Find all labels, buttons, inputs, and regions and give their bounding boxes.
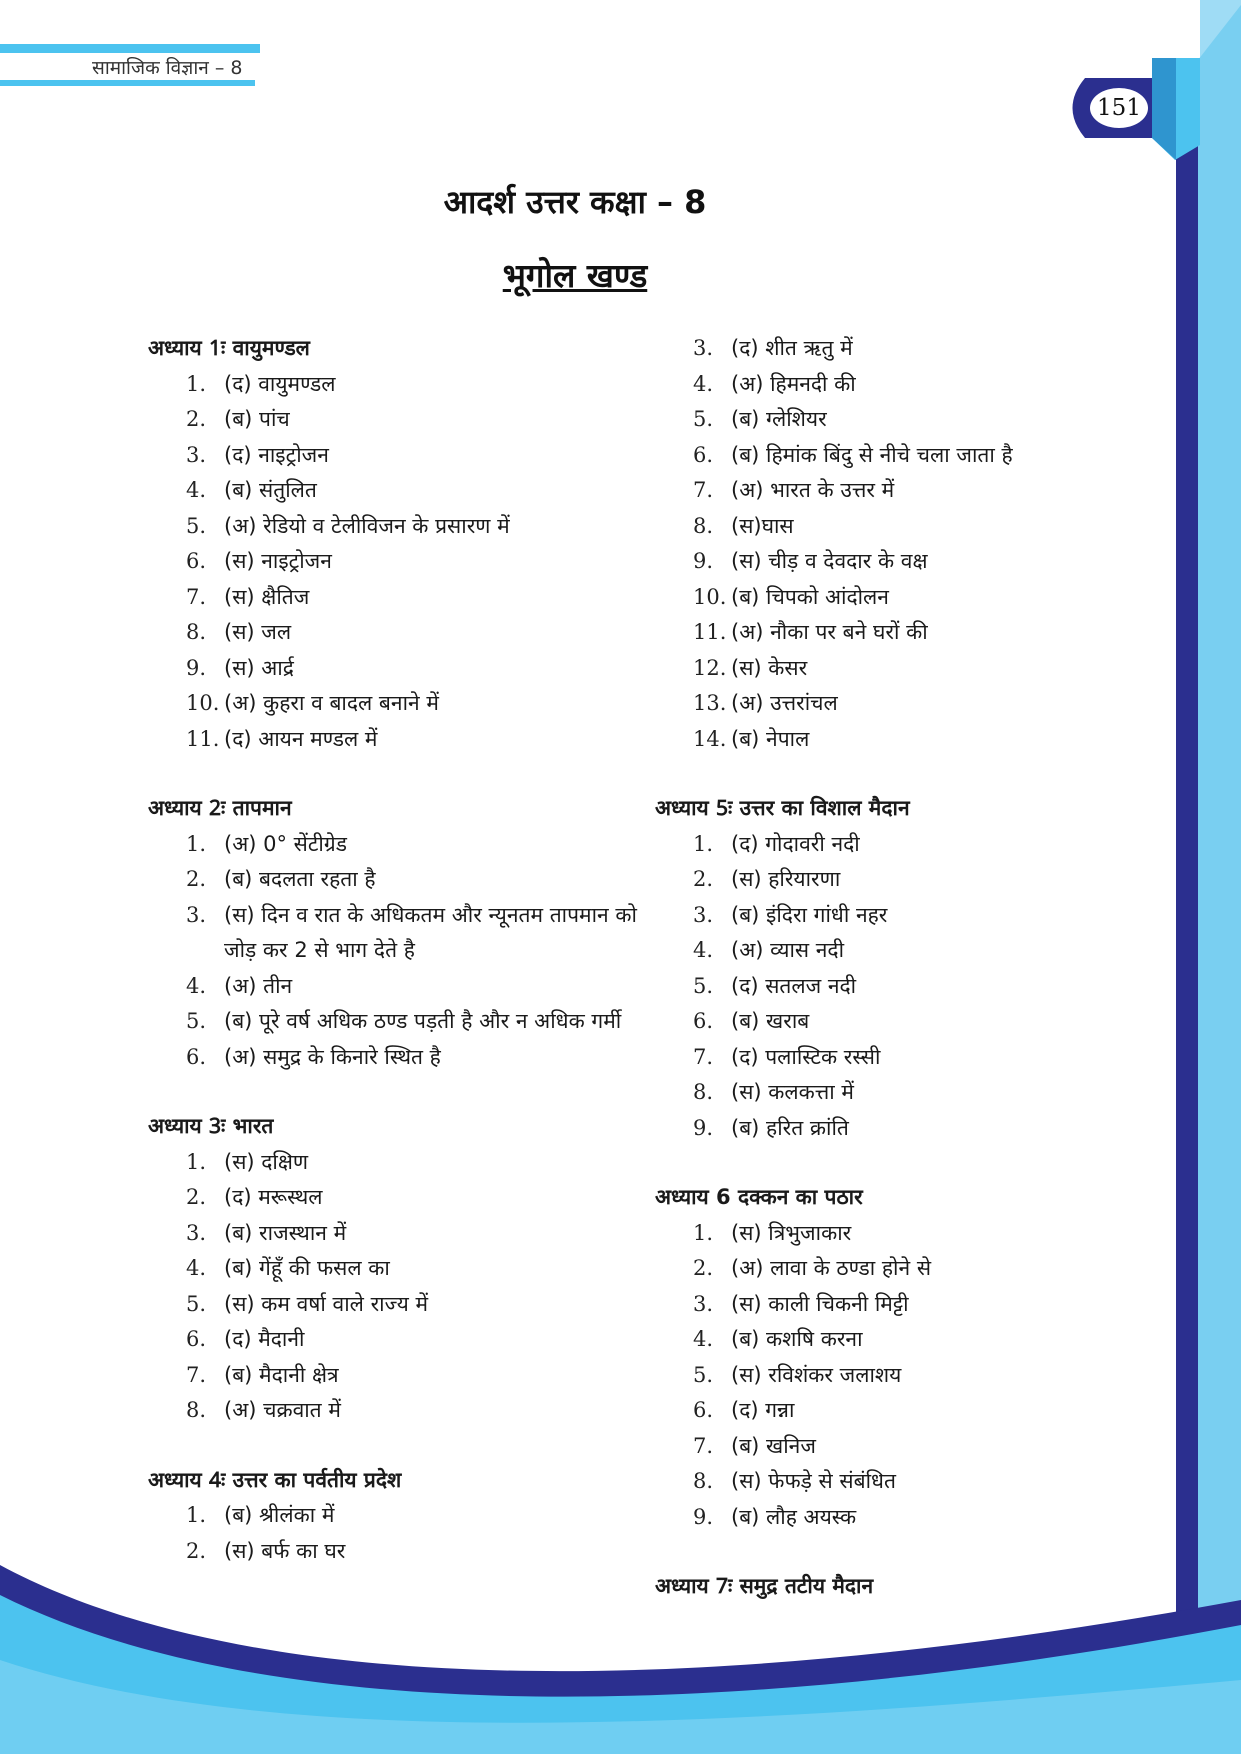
header-stripe-top xyxy=(0,44,260,53)
answer-text: (ब) श्रीलंका में xyxy=(224,1503,335,1527)
answer-text: (अ) 0° सेंटीग्रेड xyxy=(224,831,347,856)
answer-item xyxy=(693,1287,1105,1323)
answer-text: (स) त्रिभुजाकार xyxy=(731,1220,852,1245)
answer-item xyxy=(693,580,1105,616)
answer-number: 7. xyxy=(693,478,714,502)
chapter-title: अध्याय 4ः उत्तर का पर्वतीय प्रदेश xyxy=(148,1467,402,1492)
answer-item xyxy=(693,1075,1105,1111)
answer-number: 8. xyxy=(693,1469,714,1493)
answer-number: 9. xyxy=(693,549,714,573)
answer-number: 10. xyxy=(693,584,727,609)
answer-item xyxy=(186,438,668,474)
answer-number: 7. xyxy=(693,1433,714,1458)
answer-item xyxy=(693,615,1105,651)
left-column xyxy=(148,331,668,1603)
answer-number: 3. xyxy=(186,442,207,467)
answer-number: 1. xyxy=(186,371,207,396)
chapter-title: अध्याय 3ः भारत xyxy=(148,1114,274,1138)
answer-text: (ब) ग्लेशियर xyxy=(731,407,827,431)
chapter-7 xyxy=(655,1569,1105,1605)
answer-text: (स) दिन व रात के अधिकतम और न्यूनतम तापमान को जोड़ कर 2 से भाग देते है xyxy=(224,902,637,962)
answer-item xyxy=(186,969,668,1005)
answer-text: (ब) खराब xyxy=(731,1009,810,1033)
answer-item xyxy=(693,1393,1105,1429)
answer-text: (ब) खनिज xyxy=(731,1433,816,1458)
answer-text: (ब) लौह अयस्क xyxy=(731,1504,857,1529)
answer-number: 2. xyxy=(693,1256,714,1280)
answer-number: 11. xyxy=(693,620,727,644)
answer-number: 3. xyxy=(693,902,714,927)
answer-number: 6. xyxy=(186,1327,207,1351)
answer-text: (द) मरूस्थल xyxy=(224,1185,323,1209)
answer-text: (स) केसर xyxy=(731,655,808,680)
answer-item xyxy=(186,1040,668,1076)
answer-item xyxy=(186,722,668,758)
answer-number: 2. xyxy=(693,867,714,891)
answer-text: (अ) चक्रवात में xyxy=(224,1398,341,1422)
answer-item xyxy=(693,651,1105,687)
answer-list xyxy=(148,827,668,1076)
answer-text: (अ) उत्तरांचल xyxy=(731,691,838,715)
page-number: 151 xyxy=(1090,88,1148,128)
answer-number: 8. xyxy=(186,620,207,644)
answer-text: (स) चीड़ व देवदार के वक्ष xyxy=(731,549,928,573)
right-band-mid xyxy=(1198,5,1241,1610)
answer-text: (स) बर्फ का घर xyxy=(224,1538,346,1563)
answer-text: (ब) हिमांक बिंदु से नीचे चला जाता है xyxy=(731,442,1013,467)
answer-number: 9. xyxy=(693,1115,714,1140)
answer-number: 2. xyxy=(186,867,207,891)
answer-item xyxy=(186,1216,668,1252)
answer-number: 14. xyxy=(693,726,727,751)
answer-text: (स) नाइट्रोजन xyxy=(224,549,332,573)
answer-number: 1. xyxy=(186,1149,207,1174)
answer-text: (स) हरियारणा xyxy=(731,867,841,891)
answer-item xyxy=(186,1145,668,1181)
answer-item xyxy=(693,1358,1105,1394)
chapter-6 xyxy=(655,1180,1105,1535)
answer-number: 5. xyxy=(693,1362,714,1387)
answer-item xyxy=(186,1180,668,1216)
chapter-title: अध्याय 2ः तापमान xyxy=(148,796,292,820)
answer-number: 8. xyxy=(693,1080,714,1104)
answer-number: 3. xyxy=(693,336,714,360)
answer-list xyxy=(655,331,1105,757)
answer-item xyxy=(693,1500,1105,1536)
answer-text: (ब) बदलता रहता है xyxy=(224,867,376,891)
answer-number: 4. xyxy=(186,478,207,502)
answer-item xyxy=(693,402,1105,438)
answer-item xyxy=(693,1322,1105,1358)
answer-text: (अ) हिमनदी की xyxy=(731,371,856,396)
answer-number: 1. xyxy=(186,831,207,856)
answer-number: 2. xyxy=(186,1538,207,1563)
answer-item xyxy=(693,331,1105,367)
answer-text: (द) सतलज नदी xyxy=(731,973,857,998)
answer-item xyxy=(186,580,668,616)
answer-number: 6. xyxy=(693,1398,714,1422)
answer-number: 8. xyxy=(693,513,714,538)
answer-number: 1. xyxy=(693,1220,714,1245)
answer-text: (ब) चिपको आंदोलन xyxy=(731,584,889,609)
answer-text: (ब) इंदिरा गांधी नहर xyxy=(731,902,888,927)
answer-number: 12. xyxy=(693,655,727,680)
answer-item xyxy=(186,1393,668,1429)
answer-text: (अ) व्यास नदी xyxy=(731,938,845,962)
answer-text: (द) शीत ऋतु में xyxy=(731,336,853,360)
answer-item xyxy=(186,1358,668,1394)
answer-item xyxy=(186,651,668,687)
answer-number: 10. xyxy=(186,691,220,715)
answer-item xyxy=(186,862,668,898)
chapter-title: अध्याय 5ः उत्तर का विशाल मैदान xyxy=(655,796,910,820)
answer-item xyxy=(186,1534,668,1570)
answer-item xyxy=(186,898,668,969)
answer-item xyxy=(186,402,668,438)
answer-number: 11. xyxy=(186,726,220,751)
answer-text: (स) दक्षिण xyxy=(224,1149,309,1174)
answer-number: 3. xyxy=(186,1220,207,1245)
answer-number: 6. xyxy=(693,442,714,467)
answer-text: (द) आयन मण्डल में xyxy=(224,726,378,751)
answer-number: 2. xyxy=(186,1185,207,1209)
chapter-4 xyxy=(148,1463,668,1570)
answer-item xyxy=(186,827,668,863)
answer-item xyxy=(186,1251,668,1287)
answer-item xyxy=(693,1111,1105,1147)
answer-item xyxy=(693,1251,1105,1287)
answer-text: (ब) पूरे वर्ष अधिक ठण्ड पड़ती है और न अधिक गर्मी xyxy=(224,1009,622,1033)
answer-text: (ब) राजस्थान में xyxy=(224,1220,347,1245)
answer-number: 3. xyxy=(186,902,207,927)
chapter-5 xyxy=(655,791,1105,1146)
answer-item xyxy=(186,473,668,509)
answer-number: 9. xyxy=(186,655,207,680)
answer-text: (अ) रेडियो व टेलीविजन के प्रसारण में xyxy=(224,513,510,538)
answer-text: (अ) तीन xyxy=(224,973,293,998)
page-tab-fold-shadow xyxy=(1152,58,1176,160)
answer-text: (स) कम वर्षा वाले राज्य में xyxy=(224,1291,429,1316)
answer-item xyxy=(693,827,1105,863)
right-column xyxy=(655,331,1105,1639)
answer-item xyxy=(186,367,668,403)
answer-number: 7. xyxy=(693,1044,714,1069)
answer-item xyxy=(693,1429,1105,1465)
answer-number: 4. xyxy=(186,973,207,998)
answer-text: (स) कलकत्ता में xyxy=(731,1080,854,1104)
answer-item xyxy=(693,933,1105,969)
answer-item xyxy=(693,438,1105,474)
chapter-title: अध्याय 1ः वायुमण्डल xyxy=(148,336,310,360)
answer-text: (द) गन्ना xyxy=(731,1398,795,1422)
answer-item xyxy=(693,898,1105,934)
answer-item xyxy=(186,686,668,722)
answer-number: 1. xyxy=(186,1503,207,1527)
answer-item xyxy=(186,1004,668,1040)
answer-item xyxy=(693,1216,1105,1252)
chapter-2 xyxy=(148,791,668,1075)
answer-text: (द) गोदावरी नदी xyxy=(731,831,860,856)
answer-number: 6. xyxy=(693,1009,714,1033)
answer-list xyxy=(148,1145,668,1429)
answer-item xyxy=(693,969,1105,1005)
chapter-1 xyxy=(148,331,668,757)
answer-text: (स)घास xyxy=(731,513,794,538)
answer-number: 4. xyxy=(693,938,714,962)
answer-text: (द) वायुमण्डल xyxy=(224,371,336,396)
answer-number: 5. xyxy=(693,407,714,431)
answer-text: (ब) गेंहूँ की फसल का xyxy=(224,1256,390,1280)
answer-number: 3. xyxy=(693,1291,714,1316)
right-band-dark xyxy=(1176,58,1198,1613)
answer-text: (ब) हरित क्रांति xyxy=(731,1115,849,1140)
answer-text: (अ) नौका पर बने घरों की xyxy=(731,620,928,644)
answer-text: (स) रविशंकर जलाशय xyxy=(731,1362,902,1387)
answer-item xyxy=(693,509,1105,545)
answer-number: 4. xyxy=(186,1256,207,1280)
answer-item xyxy=(186,544,668,580)
answer-item xyxy=(693,686,1105,722)
answer-number: 1. xyxy=(693,831,714,856)
answer-number: 13. xyxy=(693,691,727,715)
answer-list xyxy=(148,367,668,758)
answer-number: 6. xyxy=(186,1044,207,1069)
chapter-4-continued xyxy=(655,331,1105,757)
page-title: आदर्श उत्तर कक्षा – 8 xyxy=(443,183,707,221)
answer-item xyxy=(186,1322,668,1358)
answer-text: (द) मैदानी xyxy=(224,1327,305,1351)
running-header: सामाजिक विज्ञान – 8 xyxy=(92,57,243,79)
answer-text: (ब) पांच xyxy=(224,407,290,431)
answer-list xyxy=(655,1216,1105,1536)
answer-item xyxy=(693,1040,1105,1076)
answer-text: (स) आर्द्र xyxy=(224,655,294,680)
answer-text: (द) नाइट्रोजन xyxy=(224,442,329,467)
answer-text: (स) फेफड़े से संबंधित xyxy=(731,1469,896,1493)
answer-item xyxy=(693,862,1105,898)
answer-number: 5. xyxy=(186,513,207,538)
answer-item xyxy=(186,615,668,651)
answer-item xyxy=(186,1287,668,1323)
answer-item xyxy=(186,1498,668,1534)
answer-text: (ब) संतुलित xyxy=(224,478,317,502)
section-subtitle: भूगोल खण्ड xyxy=(502,256,648,295)
answer-item xyxy=(693,473,1105,509)
chapter-3 xyxy=(148,1109,668,1429)
answer-text: (स) जल xyxy=(224,620,292,644)
answer-list xyxy=(148,1498,668,1569)
answer-text: (ब) मैदानी क्षेत्र xyxy=(224,1362,339,1387)
answer-text: (स) काली चिकनी मिट्टी xyxy=(731,1291,909,1316)
answer-number: 5. xyxy=(186,1291,207,1316)
answer-number: 5. xyxy=(186,1009,207,1033)
chapter-title: अध्याय 6 दक्कन का पठार xyxy=(655,1185,863,1209)
answer-number: 6. xyxy=(186,549,207,573)
answer-item xyxy=(693,722,1105,758)
answer-text: (अ) कुहरा व बादल बनाने में xyxy=(224,691,439,715)
answer-text: (ब) कशषि करना xyxy=(731,1327,863,1351)
answer-text: (अ) भारत के उत्तर में xyxy=(731,478,895,502)
answer-text: (ब) नेपाल xyxy=(731,726,810,751)
answer-item xyxy=(693,1464,1105,1500)
answer-item xyxy=(186,509,668,545)
answer-number: 9. xyxy=(693,1504,714,1529)
answer-text: (अ) समुद्र के किनारे स्थित है xyxy=(224,1044,441,1069)
answer-number: 4. xyxy=(693,1327,714,1351)
answer-text: (स) क्षैतिज xyxy=(224,584,310,609)
answer-text: (अ) लावा के ठण्डा होने से xyxy=(731,1256,932,1280)
answer-number: 7. xyxy=(186,1362,207,1387)
answer-number: 7. xyxy=(186,584,207,609)
answer-number: 8. xyxy=(186,1398,207,1422)
answer-item xyxy=(693,544,1105,580)
answer-number: 5. xyxy=(693,973,714,998)
header-stripe-bottom xyxy=(0,80,255,86)
answer-item xyxy=(693,1004,1105,1040)
answer-number: 2. xyxy=(186,407,207,431)
answer-item xyxy=(693,367,1105,403)
chapter-title: अध्याय 7ः समुद्र तटीय मैदान xyxy=(655,1574,874,1598)
answer-text: (द) पलास्टिक रस्सी xyxy=(731,1044,881,1069)
answer-number: 4. xyxy=(693,371,714,396)
answer-list xyxy=(655,827,1105,1147)
